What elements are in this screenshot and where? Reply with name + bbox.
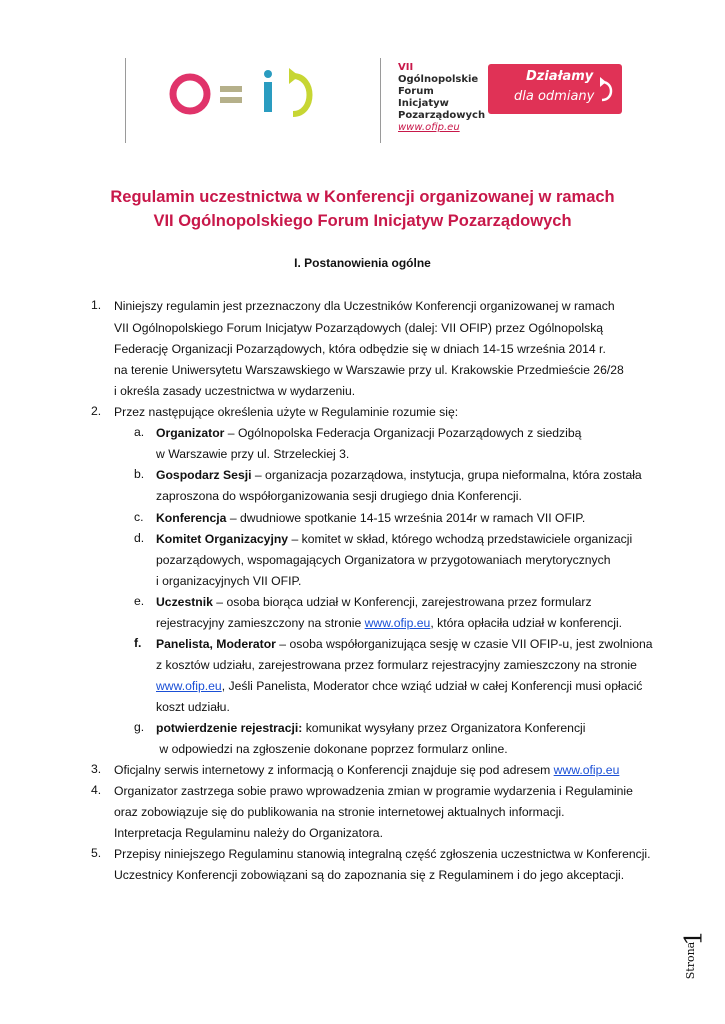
logo-url-link[interactable]: www.ofip.eu [398,122,460,133]
subitem-b-text: – organizacja pozarządowa, instytucja, grupa nieformalna, która została [251,468,642,482]
page-label [684,942,697,979]
item1-line: Federację Organizacji Pozarządowych, która odbędzie się w dniach 14-15 września 2014 r. [114,342,606,356]
subitem-f [156,636,653,652]
subitem-a-cont: w Warszawie przy ul. Strzeleckiej 3. [156,447,350,461]
item2-intro: Przez następujące określenia użyte w Regulaminie rozumie się: [114,405,459,419]
page-footer [678,930,708,990]
section-heading: I. Postanowienia ogólne [294,256,431,270]
subitem-c [156,510,585,526]
subitem-e-cont [156,615,622,631]
header-divider-left [125,58,126,143]
subitem-e-text3: , która opłaciła udział w konferencji. [430,616,623,630]
subitem-f-cont [156,678,642,694]
logo-text-line: Forum [398,86,434,97]
subitem-d-text: – komitet w skład, którego wchodzą przedstawiciele organizacji [288,532,633,546]
item4-line: oraz zobowiązuje się do publikowania na stronie internetowej aktualnych informacji. [114,805,565,819]
subitem-d [156,531,632,547]
term-konferencja: Konferencja [156,511,227,525]
subitem-d-cont: i organizacyjnych VII OFIP. [156,574,302,588]
item-number: 3. [91,762,102,776]
header-divider-mid [380,58,381,143]
subitem-letter: g. [134,720,145,734]
forum-logo-text [398,62,485,134]
slogan-badge [488,64,622,114]
logo-i-dot [264,70,272,78]
page-label-text: Strona [684,941,698,980]
subitem-letter: b. [134,467,145,481]
term-komitet: Komitet Organizacyjny [156,532,289,546]
item-number: 5. [91,846,102,860]
logo-text-vii: VII [398,62,414,73]
badge-arrow-icon [598,76,616,104]
item1-line: Niniejszy regulamin jest przeznaczony dla Uczestników Konferencji organizowanej w ramach [114,299,615,313]
logo-equals-top [220,86,242,92]
logo-text-line: Pozarządowych [398,110,486,121]
subitem-c-text: – dwudniowe spotkanie 14-15 września 2014r w ramach VII OFIP. [226,511,586,525]
subitem-e [156,594,592,610]
subitem-f-text: – osoba współorganizująca sesję w czasie VII OFIP-u, jest zwolniona [275,637,653,651]
item4-line: Organizator zastrzega sobie prawo wprowadzenia zmian w programie wydarzenia i Regulaminie [114,784,633,798]
subitem-e-text2: rejestracyjny zamieszczony na stronie [156,616,365,630]
subitem-b-cont: zaproszona do współorganizowania sesji drugiego dnia Konferencji. [156,489,522,503]
item5-line: Uczestnicy Konferencji zobowiązani są do zapoznania się z Regulaminem i do jego akceptacji. [114,868,625,882]
logo-equals-bottom [220,97,242,103]
item3-text: Oficjalny serwis internetowy z informacją o Konferencji znajduje się pod adresem [114,763,554,777]
subitem-d-cont: pozarządowych, wspomagających Organizatora w przygotowaniach merytorycznych [156,553,611,567]
term-potwierdzenie: potwierdzenie rejestracji: [156,721,303,735]
ofip-link[interactable]: www.ofip.eu [364,616,431,630]
term-uczestnik: Uczestnik [156,595,213,609]
logo-text-line: Inicjatyw [398,98,449,109]
ofip-link[interactable]: www.ofip.eu [553,763,620,777]
logo-o-shape [173,77,207,111]
logo-i-stem [264,82,272,112]
item1-line: i określa zasady uczestnictwa w wydarzeniu. [114,384,356,398]
document-title-line2: VII Ogólnopolskiego Forum Inicjatyw Pozarządowych [153,212,572,230]
item4-line: Interpretacja Regulaminu należy do Organizatora. [114,826,383,840]
subitem-letter: e. [134,594,145,608]
logo-arrow-icon [293,76,310,114]
term-organizator: Organizator [156,426,225,440]
subitem-a-text: – Ogólnopolska Federacja Organizacji Pozarządowych z siedzibą [224,426,582,440]
item-number: 4. [91,783,102,797]
subitem-f-cont: koszt udziału. [156,700,230,714]
subitem-g-text: komunikat wysyłany przez Organizatora Konferencji [302,721,586,735]
subitem-a [156,425,581,441]
logo-text-line: Ogólnopolskie [398,74,479,85]
subitem-f-text3: , Jeśli Panelista, Moderator chce wziąć udział w całej Konferencji musi opłacić [221,679,643,693]
term-panelista: Panelista, Moderator [156,637,276,651]
item1-line: na terenie Uniwersytetu Warszawskiego w Warszawie przy ul. Krakowskie Przedmieście 26/28 [114,363,624,377]
badge-line1: Działamy [526,69,594,84]
subitem-f-cont: z kosztów udziału, zarejestrowana przez formularz rejestracyjny zamieszczony na stronie [156,658,637,672]
item3-line [114,762,619,778]
subitem-e-text: – osoba biorąca udział w Konferencji, zarejestrowana przez formularz [212,595,592,609]
subitem-b [156,467,642,483]
item1-line: VII Ogólnopolskiego Forum Inicjatyw Pozarządowych (dalej: VII OFIP) przez Ogólnopolską [114,321,604,335]
page-number: 1 [679,930,708,946]
item-number: 2. [91,404,102,418]
ofip-link[interactable]: www.ofip.eu [156,679,222,693]
subitem-letter: f. [134,636,142,650]
badge-line2: dla odmiany [514,89,595,104]
document-title-line1: Regulamin uczestnictwa w Konferencji organizowanej w ramach [110,188,615,206]
item-number: 1. [91,298,102,312]
subitem-letter: d. [134,531,145,545]
subitem-letter: a. [134,425,145,439]
ofip-logo [165,62,325,126]
term-gospodarz: Gospodarz Sesji [156,468,252,482]
subitem-g [156,720,585,736]
subitem-letter: c. [134,510,144,524]
item5-line: Przepisy niniejszego Regulaminu stanowią integralną część zgłoszenia uczestnictwa w Konferencji. [114,847,651,861]
subitem-g-cont: w odpowiedzi na zgłoszenie dokonane poprzez formularz online. [156,742,508,756]
